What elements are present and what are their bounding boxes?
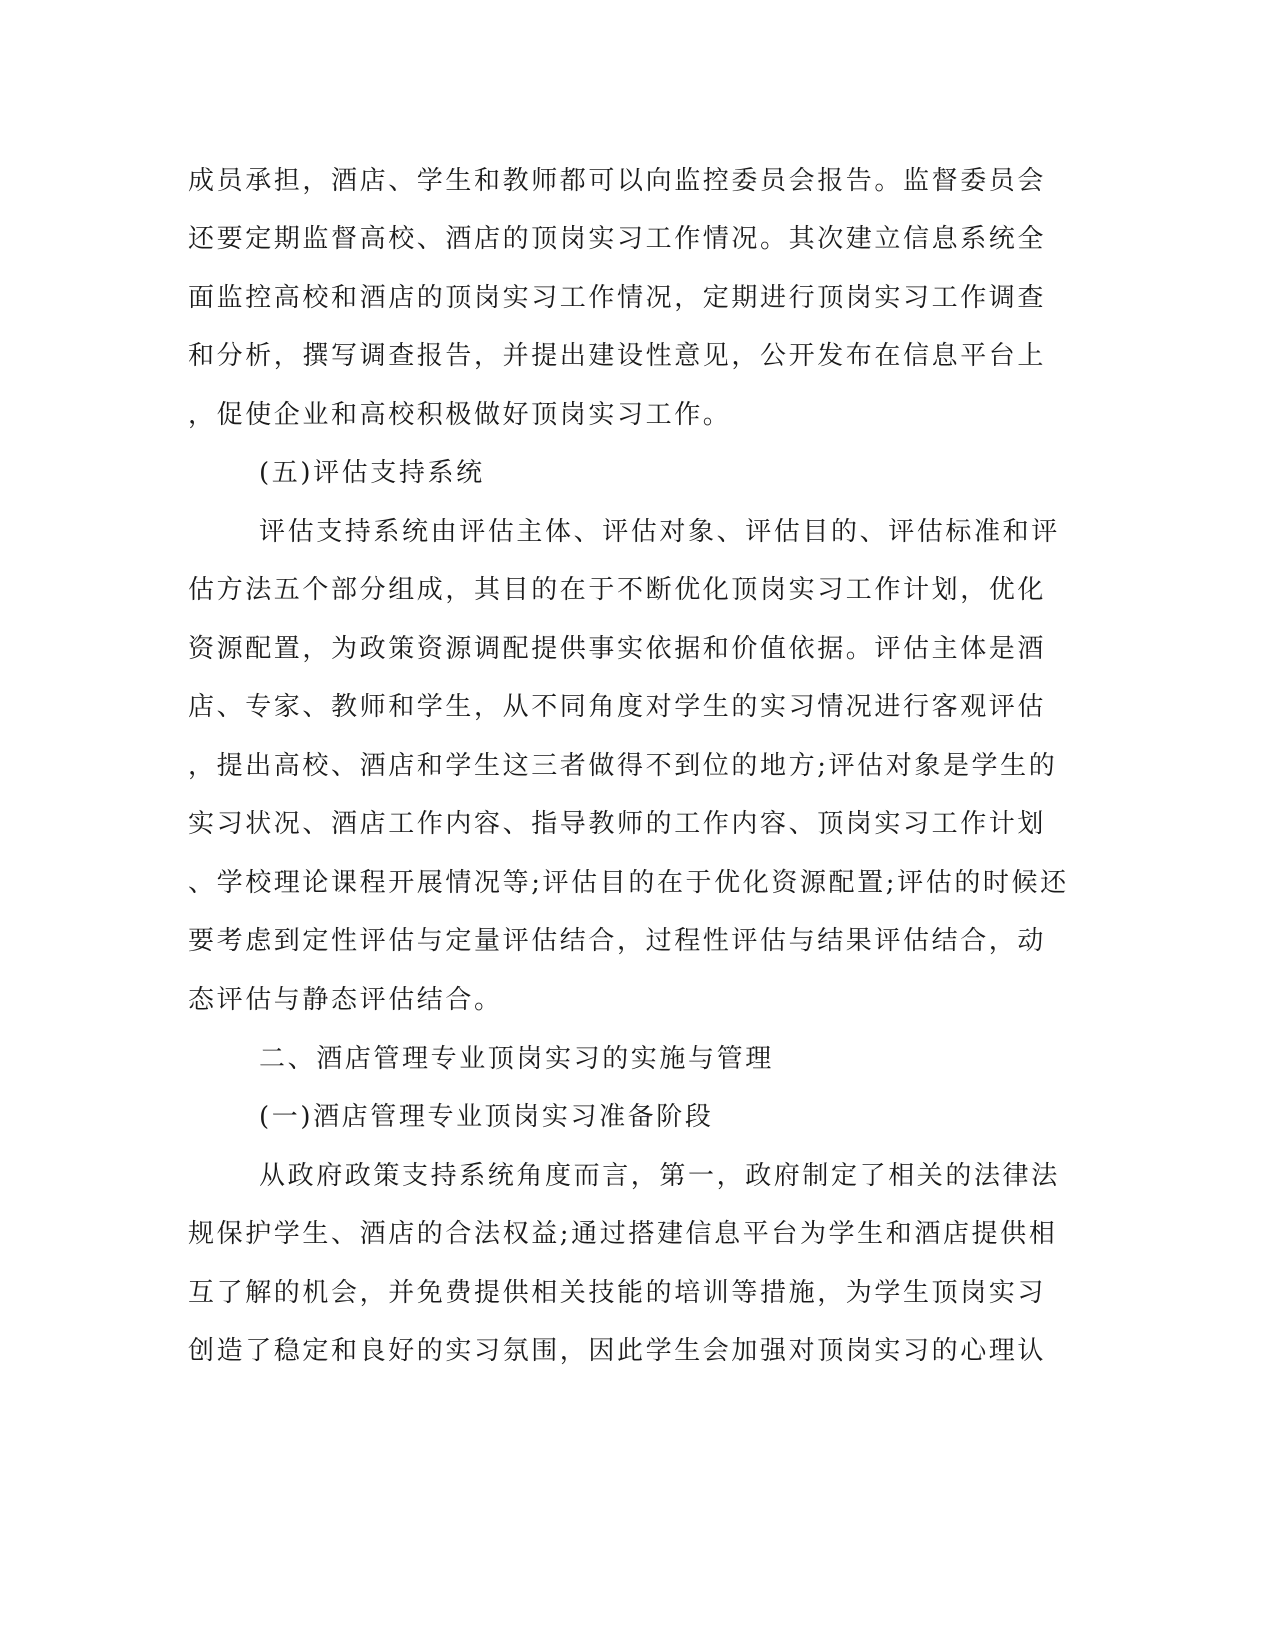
paragraph-monitoring-line-5: ，促使企业和高校积极做好顶岗实习工作。 (188, 400, 732, 430)
paragraph-preparation-line-1: 从政府政策支持系统角度而言，第一，政府制定了相关的法律法 (259, 1161, 1060, 1191)
paragraph-evaluation-line-7: 、学校理论课程开展情况等;评估目的在于优化资源配置;评估的时候还 (188, 868, 1069, 898)
paragraph-evaluation-line-4: 店、专家、教师和学生，从不同角度对学生的实习情况进行客观评估 (188, 692, 1047, 722)
paragraph-monitoring-line-4: 和分析，撰写调查报告，并提出建设性意见，公开发布在信息平台上 (188, 341, 1047, 371)
paragraph-evaluation-line-9: 态评估与静态评估结合。 (188, 985, 503, 1015)
heading-evaluation-support: (五)评估支持系统 (259, 458, 485, 488)
paragraph-evaluation-line-2: 估方法五个部分组成，其目的在于不断优化顶岗实习工作计划，优化 (188, 575, 1047, 605)
paragraph-evaluation-line-5: ，提出高校、酒店和学生这三者做得不到位的地方;评估对象是学生的 (188, 751, 1058, 781)
section-heading-implementation: 二、酒店管理专业顶岗实习的实施与管理 (259, 1044, 774, 1074)
paragraph-evaluation-line-8: 要考虑到定性评估与定量评估结合，过程性评估与结果评估结合，动 (188, 926, 1047, 956)
paragraph-preparation-line-4: 创造了稳定和良好的实习氛围，因此学生会加强对顶岗实习的心理认 (188, 1336, 1047, 1366)
paragraph-evaluation-line-6: 实习状况、酒店工作内容、指导教师的工作内容、顶岗实习工作计划 (188, 809, 1047, 839)
paragraph-evaluation-line-1: 评估支持系统由评估主体、评估对象、评估目的、评估标准和评 (259, 517, 1060, 547)
paragraph-preparation-line-3: 互了解的机会，并免费提供相关技能的培训等措施，为学生顶岗实习 (188, 1278, 1047, 1308)
paragraph-monitoring-line-1: 成员承担，酒店、学生和教师都可以向监控委员会报告。监督委员会 (188, 166, 1047, 196)
paragraph-monitoring-line-2: 还要定期监督高校、酒店的顶岗实习工作情况。其次建立信息系统全 (188, 224, 1047, 254)
paragraph-monitoring-line-3: 面监控高校和酒店的顶岗实习工作情况，定期进行顶岗实习工作调查 (188, 283, 1047, 313)
paragraph-evaluation-line-3: 资源配置，为政策资源调配提供事实依据和价值依据。评估主体是酒 (188, 634, 1047, 664)
subheading-preparation-stage: (一)酒店管理专业顶岗实习准备阶段 (259, 1102, 714, 1132)
paragraph-preparation-line-2: 规保护学生、酒店的合法权益;通过搭建信息平台为学生和酒店提供相 (188, 1219, 1058, 1249)
